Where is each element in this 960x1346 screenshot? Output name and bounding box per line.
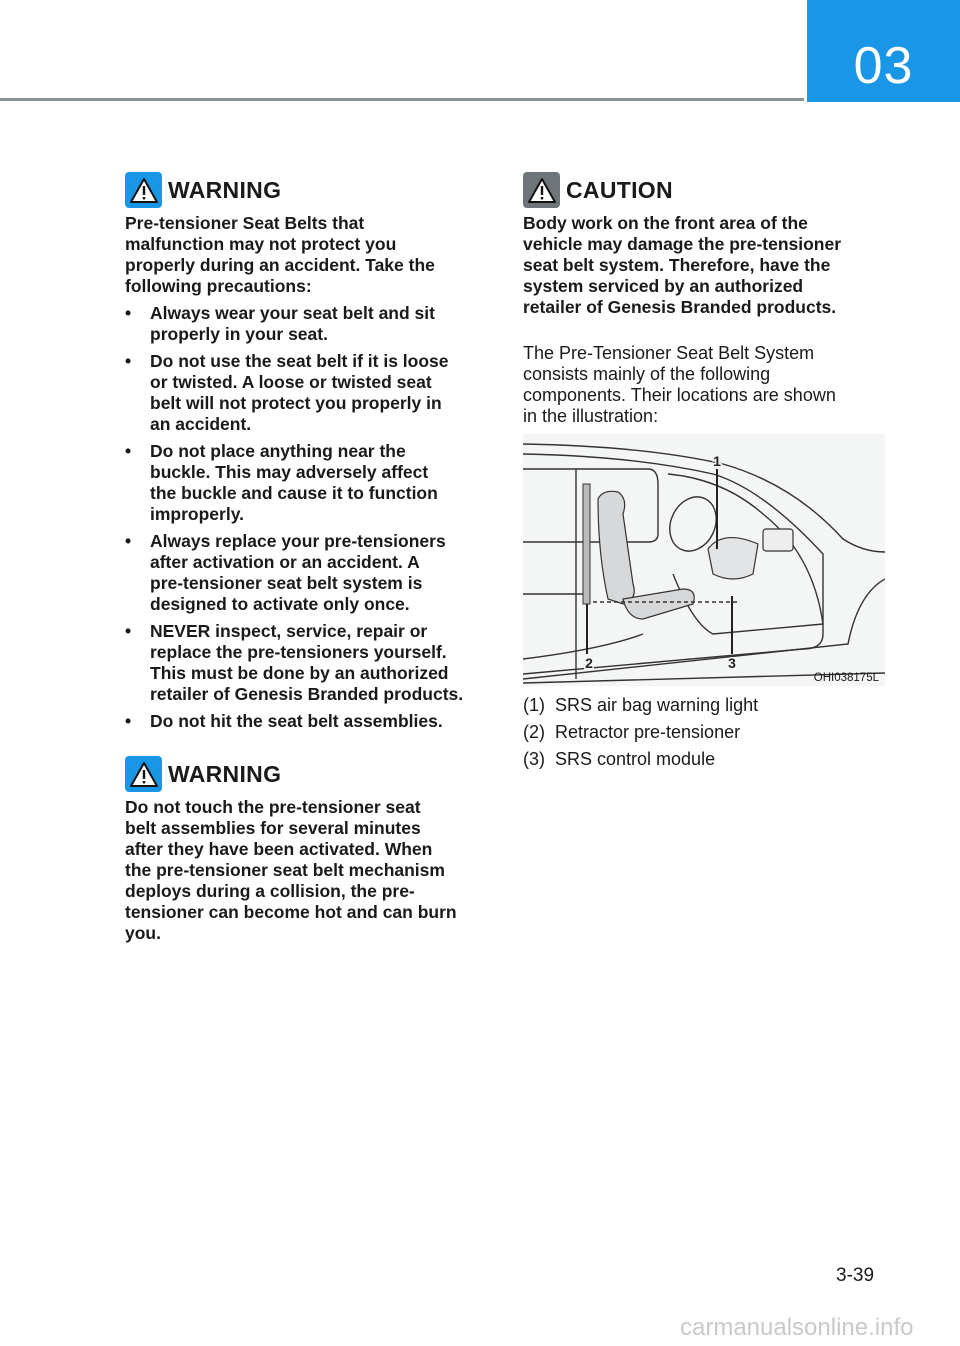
caution-heading	[523, 172, 673, 208]
text-line: belt will not protect you properly in	[150, 393, 442, 413]
callout-2: 2	[585, 655, 593, 671]
warning-1-intro	[125, 213, 435, 297]
text-line: This must be done by an authorized	[150, 663, 449, 683]
text-line: after activation or an accident. A	[150, 552, 420, 572]
figure-legend	[523, 692, 758, 773]
warning-heading-2	[125, 756, 281, 792]
bullet-marker: •	[125, 531, 132, 551]
text-line: deploys during a collision, the pre-	[125, 881, 415, 901]
text-line: you.	[125, 923, 161, 943]
text-line: pre-tensioner seat belt system is	[150, 573, 423, 593]
warning-title: WARNING	[168, 760, 282, 787]
warning-title: WARNING	[168, 176, 282, 203]
chapter-tab	[807, 0, 960, 102]
bullet-item	[125, 711, 463, 732]
text-line: replace the pre-tensioners yourself.	[150, 642, 447, 662]
bullet-item	[125, 351, 463, 435]
warning-1-bullets	[125, 303, 463, 738]
car-interior-drawing	[523, 434, 885, 686]
text-line: in the illustration:	[523, 406, 659, 426]
text-line: tensioner can become hot and can burn	[125, 902, 457, 922]
legend-item	[523, 719, 758, 746]
warning-triangle-icon	[125, 172, 162, 208]
text-line: the buckle and cause it to function	[150, 483, 438, 503]
text-line: or twisted. A loose or twisted seat	[150, 372, 432, 392]
bullet-item	[125, 441, 463, 525]
bullet-item	[125, 531, 463, 615]
text-line: designed to activate only once.	[150, 594, 410, 614]
text-line: vehicle may damage the pre-tensioner	[523, 234, 842, 254]
text-line: Do not touch the pre-tensioner seat	[125, 797, 421, 817]
text-line: Do not hit the seat belt assemblies.	[150, 711, 443, 731]
legend-text: Retractor pre-tensioner	[555, 722, 741, 742]
text-line: malfunction may not protect you	[125, 234, 397, 254]
bullet-marker: •	[125, 441, 132, 461]
text-line: Always wear your seat belt and sit	[150, 303, 435, 323]
bullet-marker: •	[125, 711, 132, 731]
callout-3: 3	[728, 655, 736, 671]
text-line: Body work on the front area of the	[523, 213, 808, 233]
text-line: an accident.	[150, 414, 252, 434]
legend-number: (1)	[523, 695, 545, 715]
warning-triangle-icon	[125, 756, 162, 792]
text-line: NEVER inspect, service, repair or	[150, 621, 428, 641]
text-line: seat belt system. Therefore, have the	[523, 255, 831, 275]
caution-title: CAUTION	[566, 176, 673, 203]
pretensioner-illustration	[523, 434, 885, 686]
text-line: following precautions:	[125, 276, 312, 296]
legend-number: (2)	[523, 722, 545, 742]
text-line: improperly.	[150, 504, 245, 524]
figure-code: OHI038175L	[813, 672, 879, 684]
text-line: The Pre-Tensioner Seat Belt System	[523, 343, 815, 363]
caution-triangle-icon	[523, 172, 560, 208]
warning-2-body	[125, 797, 457, 944]
text-line: retailer of Genesis Branded products.	[523, 297, 837, 317]
legend-text: SRS control module	[555, 749, 716, 769]
chapter-number: 03	[853, 37, 914, 95]
warning-heading-1	[125, 172, 281, 208]
text-line: Pre-tensioner Seat Belts that	[125, 213, 365, 233]
caution-body	[523, 213, 841, 318]
watermark: carmanualsonline.info	[680, 1314, 914, 1341]
page-number: 3-39	[836, 1265, 875, 1286]
bullet-marker: •	[125, 303, 132, 323]
bullet-marker: •	[125, 351, 132, 371]
text-line: system serviced by an authorized	[523, 276, 804, 296]
system-description	[523, 343, 836, 427]
text-line: belt assemblies for several minutes	[125, 818, 421, 838]
text-line: properly during an accident. Take the	[125, 255, 435, 275]
legend-item	[523, 692, 758, 719]
header-rule	[0, 98, 804, 101]
legend-number: (3)	[523, 749, 545, 769]
legend-text: SRS air bag warning light	[555, 695, 759, 715]
legend-item	[523, 746, 758, 773]
text-line: retailer of Genesis Branded products.	[150, 684, 464, 704]
text-line: after they have been activated. When	[125, 839, 433, 859]
text-line: Always replace your pre-tensioners	[150, 531, 446, 551]
text-line: Do not place anything near the	[150, 441, 406, 461]
text-line: the pre-tensioner seat belt mechanism	[125, 860, 445, 880]
bullet-item	[125, 303, 463, 345]
text-line: consists mainly of the following	[523, 364, 771, 384]
text-line: properly in your seat.	[150, 324, 328, 344]
bullet-marker: •	[125, 621, 132, 641]
text-line: components. Their locations are shown	[523, 385, 836, 405]
callout-1: 1	[713, 453, 721, 469]
text-line: Do not use the seat belt if it is loose	[150, 351, 449, 371]
bullet-item	[125, 621, 463, 705]
text-line: buckle. This may adversely affect	[150, 462, 429, 482]
